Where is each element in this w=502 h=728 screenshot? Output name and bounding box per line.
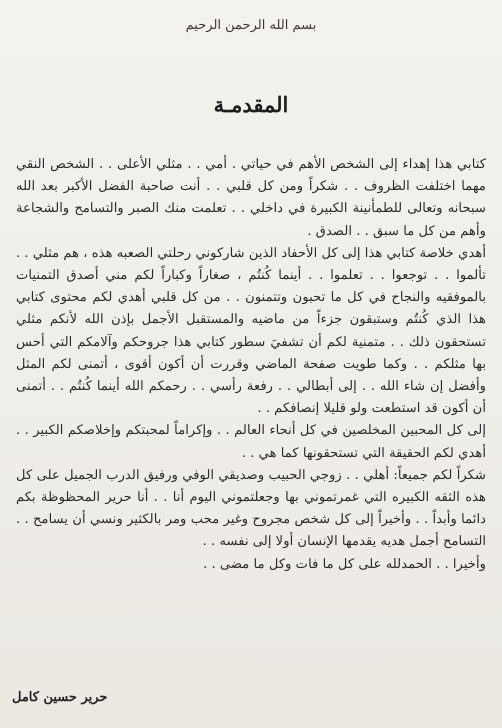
paragraph-dedication-grandchildren: أهدي خلاصة كتابي هذا إلى كل الأحفاد الذين شاركوني رحلتي الصعبه هذه ، هم مثلي . . تألموا . . توجعوا . . تعلموا . . أينما كُنتُم ، صغاراً وكباراً لكم مني أصدق التمنيات بالموفقيه والنجاح في كل ما تحبون وتتمنون . . من كل قلبي أهدي لكم محتوى كتابي هذا الذي كُنتُم وستبقون جزءاً من ماضيه والمستقبل الأجمل بإذن الله لأنكم مثلي تستحقون ذلك . . متمنية لكم أن تشفيَ سطور كتابي هذا جروحكم وآلامكم التي أحس بها مثلكم . . وكما طويت صفحة الماضي وقررت أن أكون أقوى ، أتمنى لكم المثل وأفضل إن شاء الله . . إلى أبطالي . . رفعة رأسي . . رحمكم الله أينما كُنتُم . . أتمنى أن أكون قد استطعت ولو قليلا إنصافكم . . xyxy=(16,245,486,417)
paragraph-dedication-lovers: إلى كل المحبين المخلصين في كل أنحاء العالم . . وإكراماً لمحبتكم وإخلاصكم الكبير . . أهدي لكم الحقيقة التي تستحقونها كما هي . . xyxy=(16,423,486,461)
introduction-body xyxy=(16,154,486,576)
author-signature: حرير حسين كامل xyxy=(12,690,108,705)
basmala-heading: بسم الله الرحمن الرحيم xyxy=(185,18,317,33)
paragraph-closing: وأخيرا . . الحمدلله على كل ما فات وكل ما مضى . . xyxy=(203,556,486,572)
paragraph-dedication-mother: كتابي هذا إهداء إلى الشخص الأهم في حياتي . أمي . . مثلي الأعلى . . الشخص النقي مهما اختلفت الظروف . . شكراً ومن كل قلبي . . أنت صاحبة الفضل الأكبر بعد الله سبحانه وتعالى للطمأنينة الكبيرة في داخلي . . تعلمت منك الصبر والتسامح والشجاعة وأهم من كل ما سبق . . الصدق . xyxy=(16,157,486,239)
paragraph-thanks: شكراً لكم جميعاً: أهلي . . زوجي الحبيب وصديقي الوفي ورفيق الدرب الجميل على كل هذه الثقه الكبيره التي غمرتموني بها وجعلتموني اليوم أنا . . أنا حرير المحظوظة بكم دائما وأبداً . . وأخيراً إلى كل شخص مجروح وغير محب ومر بالكثير ونسي أن يسامح . . التسامح أجمل هديه يقدمها الإنسان أولا إلى نفسه . . xyxy=(16,467,486,550)
page-title: المقدمـة xyxy=(213,92,289,117)
